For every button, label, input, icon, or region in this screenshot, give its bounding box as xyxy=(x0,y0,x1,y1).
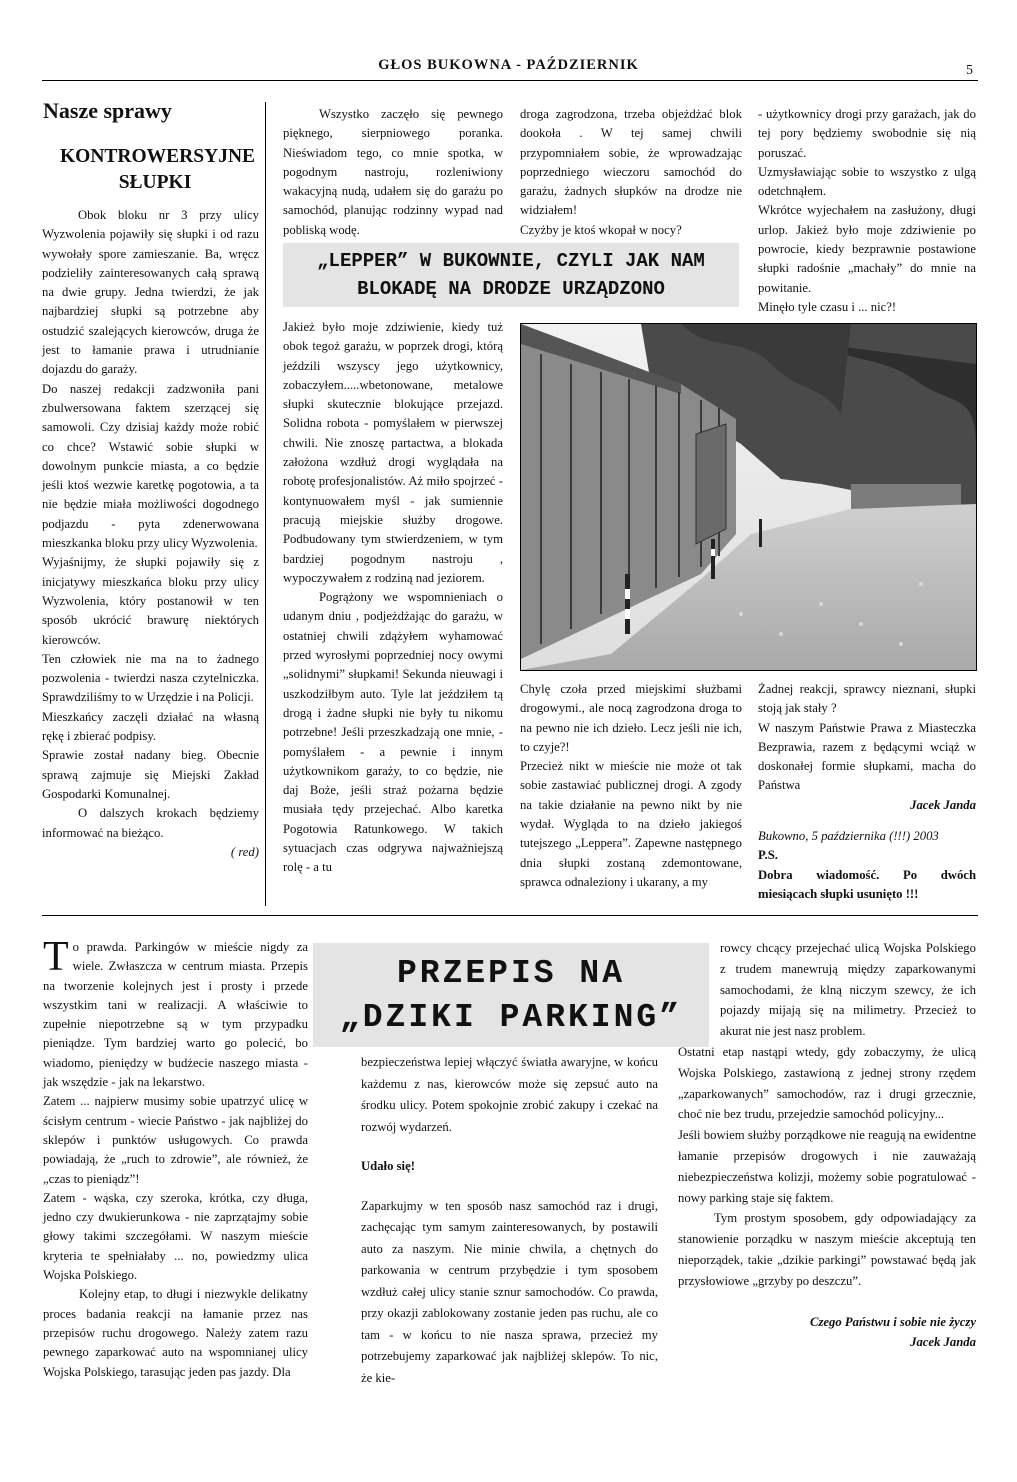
paragraph: Żadnej reakcji, sprawcy nieznani, słupki stoją jak stały ? xyxy=(758,682,976,716)
newspaper-header: GŁOS BUKOWNA - PAŹDZIERNIK xyxy=(378,57,639,73)
paragraph: Jakież było moje zdziwienie, kiedy tuż obok tegoż garażu, w poprzek drogi, którą jeździli wszyscy jego użytkownicy, zobaczyłem.....wbetonowane, metalowe słupki skutecznie blokujące przejazd. Solidna robota - pomyślałem w pierwszej chwili. Nie znoszę partactwa, a blokada założona wzdłuż drogi wyglądała na robotę profesjonalistów. Aż miło spojrzeć - kontynuowałem myśl - jak sumiennie pracują miejskie służby drogowe. Podbudowany tym stwierdzeniem, w tym bardziej pogodnym nastroju , wypoczywałem z rodziną nad jeziorem. xyxy=(283,320,503,585)
article-body xyxy=(283,318,503,878)
garage-photo-image xyxy=(521,324,976,670)
paragraph: o prawda. Parkingów w mieście nigdy za wiele. Zwłaszcza w centrum miasta. Przepis na tworzenie kolejnych jest i prosty i przede wszystkim tani w realizacji. A właściwie to zupełnie niepotrzebne są w tym przypadku pieniądze. Tym bardziej warto go polecić, bo wiadomo, pieniędzy w budżecie naszego miasta - jak wszędzie - jak na lekarstwo. xyxy=(43,940,308,1090)
article-author: Jacek Janda xyxy=(910,797,976,812)
subheading: Udało się! xyxy=(361,1159,415,1173)
paragraph: Wszystko zaczęło się pewnego pięknego, sierpniowego poranka. Nieświadom tego, co mnie spotka, w pogodnym nastroju, rozleniwiony wakacyjną nudą, udałem się do garażu po samochód, planując rodzinny wypad nad pobliską wodę. xyxy=(283,107,503,237)
article-body xyxy=(758,680,976,904)
paragraph: W naszym Państwie Prawa z Miasteczka Bezprawia, razem z będącymi wciąż w doskonałej formie słupkami, macha do Państwa xyxy=(758,720,976,793)
paragraph: Wkrótce wyjechałem na zasłużony, długi urlop. Jakież było moje zdziwienie po powrocie, kiedy bezprawnie postawione słupki radośnie „machały” do mnie na powitanie. xyxy=(758,203,976,295)
article-body xyxy=(43,934,308,1382)
paragraph: bezpieczeństwa lepiej włączyć światła awaryjne, w końcu każdemu z nas, kierowców może się zepsuć auto na środku ulicy. Potem spokojnie zrobić zakupy i czekać na rozwój wydarzeń. xyxy=(361,1055,658,1134)
paragraph: - użytkownicy drogi przy garażach, jak do tej pory będziemy swobodnie się nią poruszać. xyxy=(758,107,976,160)
paragraph: rowcy chcący przejechać ulicą Wojska Polskiego z trudem manewrują między zaparkowanymi samochodami, że klną niczym szewcy, że ich pojazdy mijają się na milimetry. Przecież to akurat nie jest nasz problem. xyxy=(720,941,976,1039)
paragraph: Czyżby je ktoś wkopał w nocy? xyxy=(520,222,682,237)
article-banner: „LEPPER” W BUKOWNIE, CZYLI JAK NAM BLOKADĘ NA DRODZE URZĄDZONO xyxy=(283,243,739,307)
paragraph: Kolejny etap, to długi i niezwykle delikatny proces badania reakcji na łamanie przez nas przepisów ruchu drogowego. Należy zatem razu pewnego zaparkować auto na wspomnianej ulicy Wojska Polskiego, tarasując jeden pas jazdy. Dla xyxy=(43,1287,308,1379)
ps-text: Dobra wiadomość. Po dwóch miesiącach słupki usunięto !!! xyxy=(758,867,976,901)
article-body xyxy=(758,105,976,317)
paragraph: Chylę czoła przed miejskimi służbami drogowymi., ale nocą zagrodzona droga to na pewno nie ich dzieło. Lecz jeśli nie ich, to czyje?! xyxy=(520,682,742,754)
page-number: 5 xyxy=(966,63,973,78)
banner-line: PRZEPIS NA xyxy=(396,955,626,992)
paragraph: Minęło tyle czasu i ... nic?! xyxy=(758,299,897,314)
paragraph: Pogrążony we wspomnieniach o udanym dniu , podjeżdżając do garażu, w ostatniej chwili zdążyłem wyhamować przed wyrosłymi poprzedniej nocy owymi „solidnymi” słupkami! Sekunda nieuwagi i uszkodziłbym auto. Tyle lat jeździłem tą drogą i żadne słupki nie były tu nikomu potrzebne! Jeśli przeszkadzają one mnie, - pomyślałem - a pewnie i innym użytkownikom garaży, to co będzie, nie daj Boże, jeśli straż pożarna będzie musiała tędy przejechać. Albo karetka Pogotowia Ratunkowego. W takich sytuacjach czas odgrywa najważniejszą rolę - a tu xyxy=(283,590,503,875)
banner-line: „DZIKI PARKING” xyxy=(339,999,683,1036)
paragraph: Ostatni etap nastąpi wtedy, gdy zobaczymy, że ulicą Wojska Polskiego, zastawioną z jednej strony rzędem „zaparkowanych” samochodów, raz i drugi grzecznie, choć nie bez trudu, przejedzie samochód policyjny... xyxy=(678,1044,976,1122)
column-divider xyxy=(265,102,266,906)
paragraph: Zaparkujmy w ten sposób nasz samochód raz i drugi, zachęcając tym samym zainteresowanych, by postawili auto za naszym. Nie minie chwila, a chętnych do parkowania w centrum przybędzie i tym sposobem wzdłuż całej ulicy stanie sznur samochodów. Co prawda, przy okazji zablokowany zostanie jeden pas ruchu, ale co tam - w końcu to nie nasza sprawa, przecież my potrzebujemy zaparkować jak najbliżej sklepów. To nic, że kie- xyxy=(361,1198,658,1385)
article-signature: ( red) xyxy=(230,844,259,859)
ps-label: P.S. xyxy=(758,848,778,863)
paragraph: Ten człowiek nie ma na to żadnego pozwolenia - twierdzi nasza czytelniczka. Sprawdziliśmy to w Urzędzie i na Policji. xyxy=(42,651,259,705)
article-headline: KONTROWERSYJNE SŁUPKI xyxy=(60,146,256,193)
paragraph: Sprawie został nadany bieg. Obecnie sprawą zajmuje się Miejski Zakład Gospodarki Komunalnej. xyxy=(42,748,259,801)
header-rule xyxy=(42,80,978,81)
section-divider xyxy=(42,915,978,916)
drop-cap: T xyxy=(43,934,69,980)
article-banner xyxy=(313,943,709,1047)
paragraph: Do naszej redakcji zadzwoniła pani zbulwersowana faktem szerzącej się samowoli. Czy dzisiaj każdy może robić co chce? Wstawić sobie słupki w dowolnym punkcie miasta, a co będzie jeśli ktoś wezwie karetkę pogotowia, a ta nie będzie miała możliwości dogodnego podjazdu - pyta zdenerwowana mieszkanka bloku przy ulicy Wyzwolenia. xyxy=(42,381,259,551)
article-body xyxy=(361,1052,658,1389)
article-body xyxy=(42,206,259,862)
paragraph: Wyjaśnijmy, że słupki pojawiły się z inicjatywy mieszkańca bloku przy ulicy Wyzwolenia, który postanowił w ten sposób ukrócić brawurę niektórych kierowców. xyxy=(42,555,259,647)
closing-line: Czego Państwu i sobie nie życzy xyxy=(810,1314,976,1329)
garage-photo xyxy=(520,323,977,671)
paragraph: Zatem - wąska, czy szeroka, krótka, czy długa, jedno czy dwukierunkowa - nie zaprzątajmy sobie głowy takimi szczegółami. W naszym mieście kryteria te spełniałaby ... no, powiedzmy ulica Wojska Polskiego. xyxy=(43,1190,308,1283)
article-body xyxy=(520,105,742,240)
article-body xyxy=(678,938,976,1353)
article-body xyxy=(283,105,503,240)
article-author: Jacek Janda xyxy=(910,1335,976,1350)
section-title: Nasze sprawy xyxy=(43,98,172,123)
paragraph: Zatem ... najpierw musimy sobie upatrzyć ulicę w ścisłym centrum - wiecie Państwo - jak najbliżej do sklepów i punktów usługowych. Co prawda powiadają, że „ruch to zdrowie”, ale również, że „czas to pieniądz”! xyxy=(43,1094,308,1186)
paragraph: droga zagrodzona, trzeba objeżdżać blok dookoła . W tej samej chwili przypomniałem sobie, że wprowadzając poprzedniego wieczoru samochód do garażu, żadnych słupków na drodze nie widziałem! xyxy=(520,107,742,218)
paragraph: Jeśli bowiem służby porządkowe nie reagują na ewidentne łamanie przepisów drogowych i nie zauważają niebezpieczeństwa kolizji, możemy sobie pogratulować - nowy parking staje się faktem. xyxy=(678,1128,976,1205)
paragraph: O dalszych krokach będziemy informować na bieżąco. xyxy=(42,806,259,840)
paragraph: Mieszkańcy zaczęli działać na własną rękę i zbierać podpisy. xyxy=(42,709,259,744)
paragraph: Tym prostym sposobem, gdy odpowiadający za stanowienie porządku w naszym mieście akceptują ten nieporządek, takie „dzikie parkingi” powstawać będą jak przysłowiowe „grzyby po deszczu”. xyxy=(678,1211,976,1288)
paragraph: Uzmysławiając sobie to wszystko z ulgą odetchnąłem. xyxy=(758,164,976,199)
paragraph: Przecież nikt w mieście nie może ot tak sobie zastawiać publicznej drogi. A zgody na takie działanie na pewno nikt by nie wydał. Wygląda to na dzieło jakiegoś tutejszego „Leppera”. Zapewne następnego dnia słupki zostaną zdemontowane, sprawca odnaleziony i ukarany, a my xyxy=(520,759,742,889)
paragraph: Obok bloku nr 3 przy ulicy Wyzwolenia pojawiły się słupki i od razu wywołały spore zamieszanie. Ba, wręcz podzieliły zainteresowanych całą sprawą na dwie grupy. Jedna twierdzi, że jak najbardziej słupki są potrzebne aby ostudzić szalejących kierowców, druga że jest to łamanie prawa i utrudnianie dojazdu do garaży. xyxy=(42,208,259,377)
article-body xyxy=(520,680,742,892)
dateline: Bukowno, 5 października (!!!) 2003 xyxy=(758,829,939,844)
